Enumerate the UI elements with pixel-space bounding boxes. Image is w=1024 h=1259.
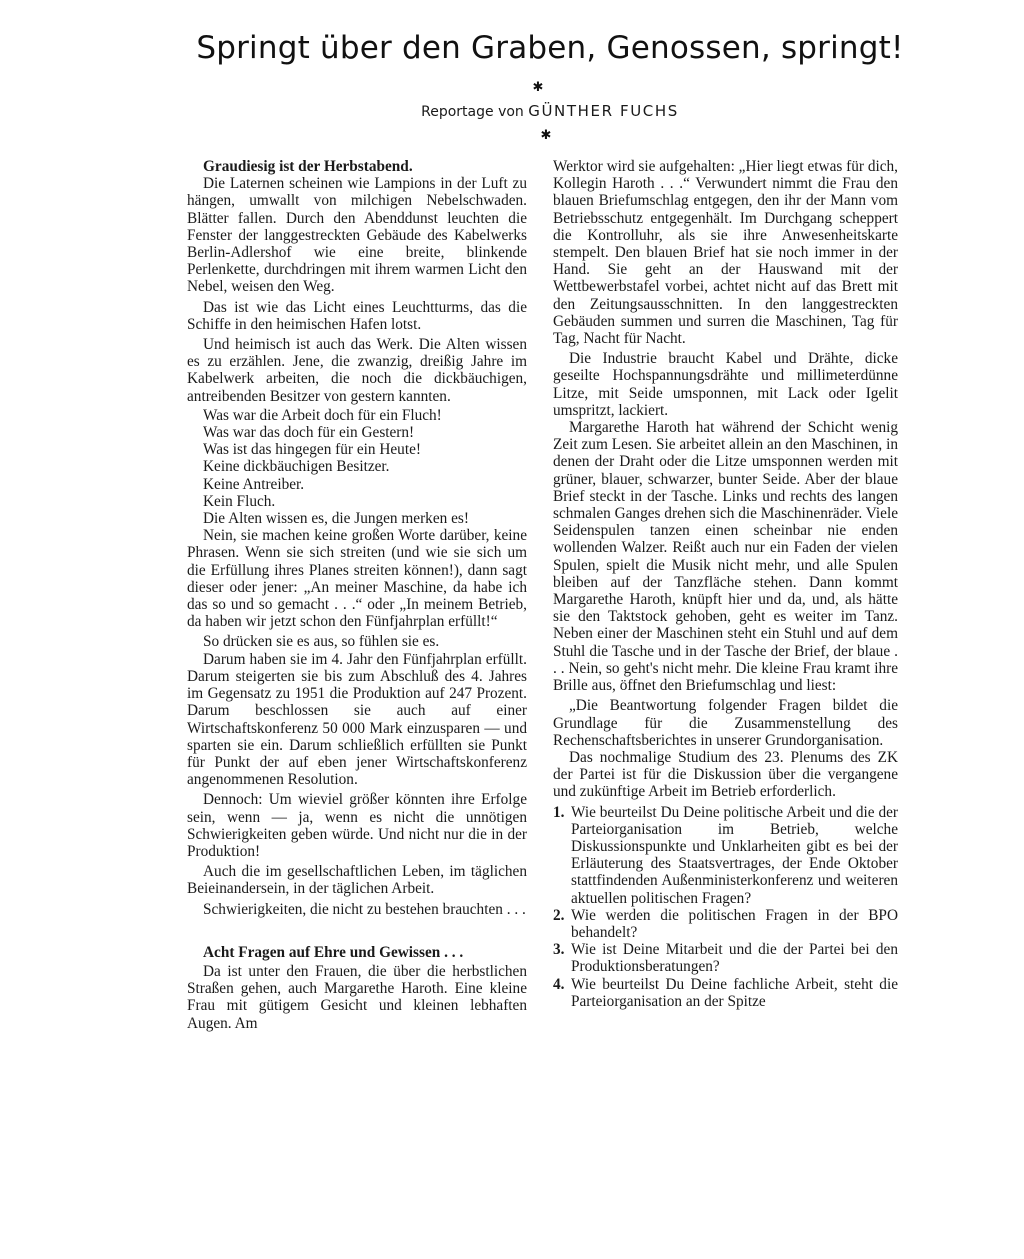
- list-item-text: Wie ist Deine Mitarbeit und die der Partei bei den Produktionsberatungen?: [571, 941, 898, 976]
- paragraph: Werktor wird sie aufgehalten: „Hier liegt etwas für dich, Kollegin Haroth . . .“ Verwundert nimmt die Frau den blauen Briefumschlag entgegen, den ihr der Mann vom Betriebsschutz entgegenhält. Im Durchgang scheppert die Kontrolluhr, als sie ihre Anwesenheitskarte stempelt. Den blauen Brief hat sie noch immer in der Hand. Sie geht an der Hauswand mit der Wettbewerbstafel vorbei, achtet nicht auf das Brett mit den Zeitungsausschnitten. In den langgestreckten Gebäuden summen und surren die Maschinen, Tag für Tag, Nacht für Nacht.: [553, 158, 898, 348]
- paragraph: „Die Beantwortung folgender Fragen bildet die Grundlage für die Zusammenstellung des Rechenschaftsberichtes in unserer Grundorganisation.: [553, 697, 898, 749]
- byline-prefix: Reportage von: [421, 104, 524, 120]
- paragraph: Dennoch: Um wieviel größer könnten ihre Erfolge sein, wenn — ja, wenn es nicht die unnötigen Schwierigkeiten geben würde. Und nicht nur die in der Produktion!: [187, 791, 527, 860]
- paragraph: Und heimisch ist auch das Werk. Die Alten wissen es zu erzählen. Jene, die zwanzig, dreißig Jahre im Kabelwerk arbeiten, die noch die dickbäuchigen, antreibenden Besitzer von gestern kannten.: [187, 336, 527, 405]
- list-item: [553, 941, 898, 975]
- byline-author: GÜNTHER FUCHS: [528, 102, 679, 120]
- list-item: [553, 976, 898, 1010]
- section-subheading: Acht Fragen auf Ehre und Gewissen . . .: [203, 943, 464, 961]
- star-ornament-top: ✱: [532, 80, 544, 95]
- right-column: [553, 158, 898, 1010]
- verse-line: Was war das doch für ein Gestern!: [203, 424, 415, 442]
- paragraph: Die Industrie braucht Kabel und Drähte, dicke geseilte Hochspannungsdrähte und millimeterdünne Litze, mit Seide umsponnen, mit Lack oder Igelit umspritzt, lackiert.: [553, 350, 898, 419]
- paragraph: So drücken sie es aus, so fühlen sie es.: [203, 633, 440, 651]
- verse-line: Keine Antreiber.: [203, 475, 305, 493]
- list-item: [553, 907, 898, 941]
- list-item-text: Wie werden die politischen Fragen in der BPO behandelt?: [571, 906, 898, 941]
- list-item-number: 4.: [553, 975, 565, 993]
- paragraph: Nein, sie machen keine großen Worte darüber, keine Phrasen. Wenn sie sich streiten (und wie sie sich um die Erfüllung ihres Planes streiten können!), dann sagt dieser oder jener: „An meiner Maschine, da habe ich das so und so gemacht . . .“ oder „In meinem Betrieb, da haben wir jetzt schon den Fünfjahrplan erfüllt!“: [187, 527, 527, 631]
- list-item-text: Wie beurteilst Du Deine fachliche Arbeit, steht die Parteiorganisation an der Spitze: [571, 975, 898, 1010]
- paragraph: Die Laternen scheinen wie Lampions in der Luft zu hängen, umwallt von milchigen Nebelschwaden. Blätter fallen. Durch den Abenddunst leuchten die Fenster der langgestreckten Gebäude des Kabelwerks Berlin-Adlershof wie eine breite, blinkende Perlenkette, durchdringen mit ihrem warmen Licht den Nebel, weisen den Weg.: [187, 175, 527, 296]
- article-title: Springt über den Graben, Genossen, springt!: [196, 30, 904, 66]
- list-item-text: Wie beurteilst Du Deine politische Arbeit und die der Parteiorganisation im Betrieb, welche Diskussionspunkte und Unklarheiten gibt es bei der Erläuterung des Staatsvertrages, der Ende Oktober stattfindenden Außenministerkonferenz und weiteren aktuellen politischen Fragen?: [571, 803, 898, 907]
- paragraph: Das ist wie das Licht eines Leuchtturms, das die Schiffe in den heimischen Hafen lotst.: [187, 298, 527, 333]
- paragraph: Darum haben sie im 4. Jahr den Fünfjahrplan erfüllt. Darum steigerten sie bis zum Abschluß des 4. Jahres im Gegensatz zu 1951 die Produktion auf 247 Prozent. Darum beschlossen sie auch auf einer Wirtschaftskonferenz 50 000 Mark einzusparen — und sparten sie ein. Darum schließlich erfüllten sie Punkt für Punkt der auf eben jener Wirtschaftskonferenz angenommenen Resolution.: [187, 650, 527, 789]
- lead-paragraph: Graudiesig ist der Herbstabend.: [203, 158, 413, 175]
- paragraph: Auch die im gesellschaftlichen Leben, im täglichen Beieinandersein, in der täglichen Arbeit.: [187, 863, 527, 898]
- verse-block: [187, 407, 527, 510]
- left-column: [187, 158, 527, 1032]
- verse-line: Kein Fluch.: [203, 492, 276, 510]
- paragraph: Margarethe Haroth hat während der Schicht wenig Zeit zum Lesen. Sie arbeitet allein an den Maschinen, in denen der Draht oder die Litze umsponnen werden mit grüner, blauer, schwarzer, bunter Seide. Aber der blaue Brief steckt in der Tasche. Links und rechts des langen schmalen Ganges drehen sich die Maschinenräder. Viele Seidenspulen tanzen einen scheinbar nie enden wollenden Walzer. Reißt auch nur ein Faden der vielen Spulen, spielt die Musik nicht mehr, und alle Spulen bleiben auf der Tanzfläche stehen. Dann kommt Margarethe Haroth, knüpft hier und da, und, als hätte sie den Taktstock gehoben, geht es weiter im Tanz. Neben einer der Maschinen steht ein Stuhl und auf dem Stuhl die Tasche und in der Tasche der Brief, der blaue . . . Nein, so geht's nicht mehr. Die kleine Frau kramt ihre Brille aus, öffnet den Briefumschlag und liest:: [553, 419, 898, 695]
- byline: [300, 102, 800, 120]
- list-item-number: 2.: [553, 906, 565, 924]
- list-item: [553, 804, 898, 907]
- paragraph: Die Alten wissen es, die Jungen merken es!: [203, 510, 469, 528]
- question-list: [553, 804, 898, 1010]
- verse-line: Keine dickbäuchigen Besitzer.: [203, 458, 390, 476]
- paragraph: Schwierigkeiten, die nicht zu bestehen brauchten . . .: [203, 900, 526, 918]
- paragraph: Das nochmalige Studium des 23. Plenums des ZK der Partei ist für die Diskussion über die vergangene und zukünftige Arbeit im Betrieb erforderlich.: [553, 748, 898, 801]
- paragraph: Da ist unter den Frauen, die über die herbstlichen Straßen gehen, auch Margarethe Haroth. Eine kleine Frau mit gütigem Gesicht und kleinen lebhaften Augen. Am: [187, 962, 527, 1032]
- star-ornament-bottom: ✱: [540, 128, 552, 143]
- list-item-number: 3.: [553, 941, 565, 959]
- list-item-number: 1.: [553, 803, 565, 821]
- verse-line: Was war die Arbeit doch für ein Fluch!: [203, 406, 442, 424]
- verse-line: Was ist das hingegen für ein Heute!: [203, 441, 421, 459]
